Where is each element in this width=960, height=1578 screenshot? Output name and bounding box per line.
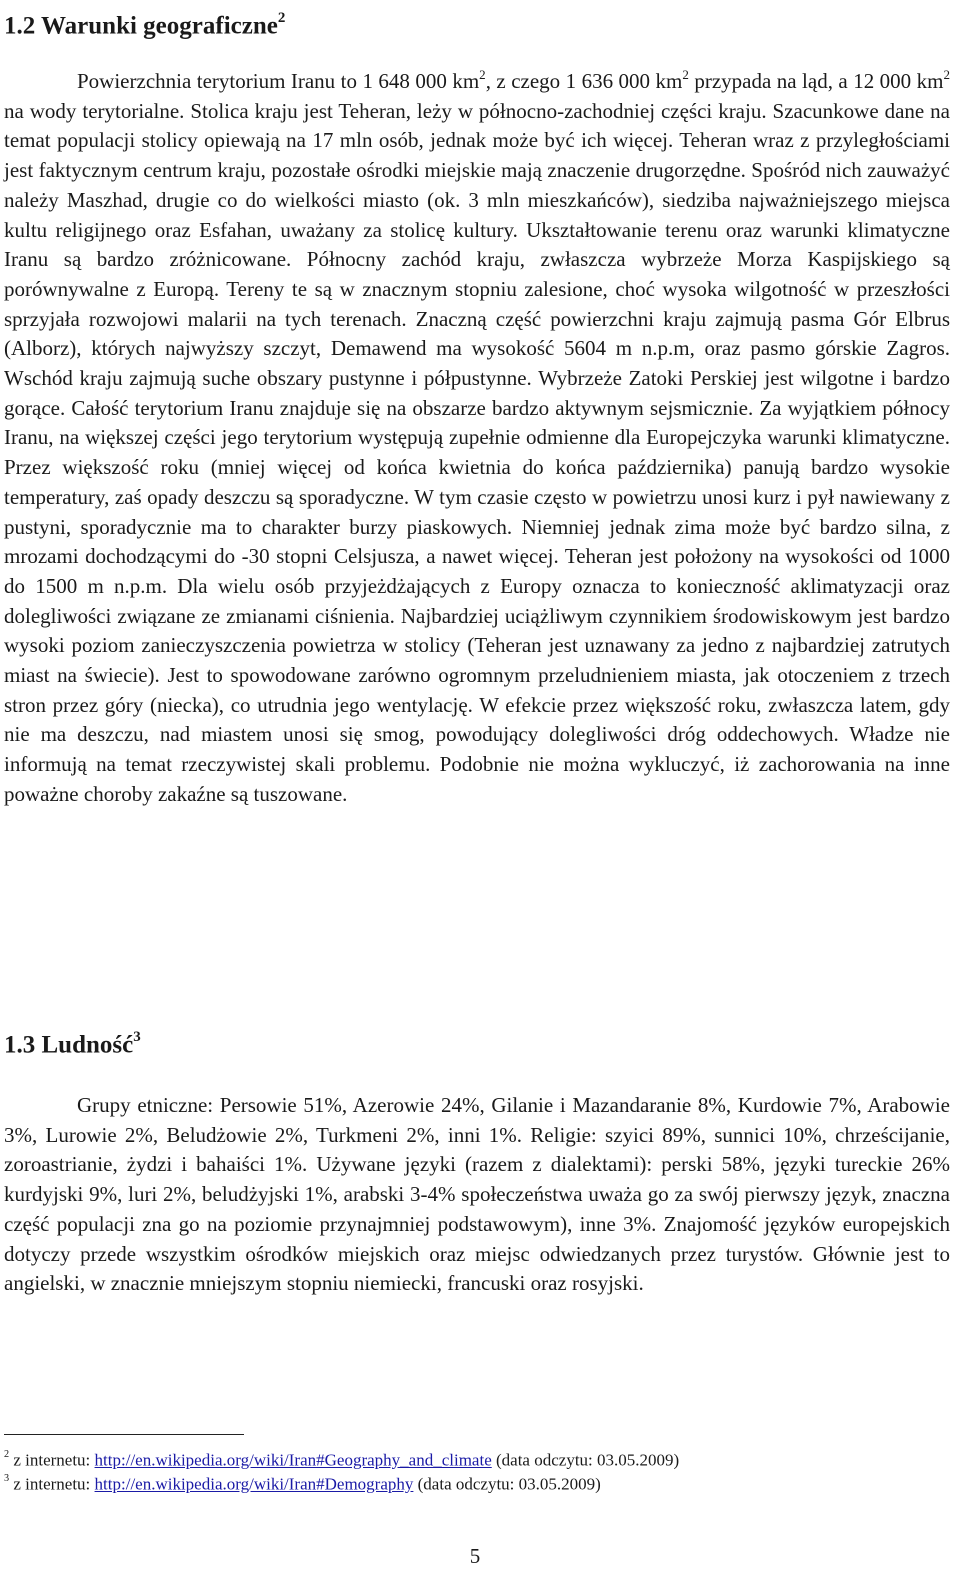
page-number: 5 — [469, 1544, 481, 1568]
footnote-3 — [4, 1470, 601, 1496]
population-paragraph: Grupy etniczne: Persowie 51%, Azerowie 24%, Gilanie i Mazandaranie 8%, Kurdowie 7%, Arabowie 3%, Lurowie 2%, Beludżowie 2%, Turkmeni 2%, inni 1%. Religie: szyici 89%, sunnici 10%, chrześcijanie, zoroastrianie, żydzi i bahaiści 1%. Używane języki (razem z dialektami): perski 58%, języki tureckie 26% kurdyjski 9%, luri 2%, beludżyjski 1%, arabski 3-4% społeczeństwa uważa go za swój pierwszy język, znaczna część populacji zna go na poziomie przynajmniej podstawowym), inne 3%. Znajomość języków europejskich dotyczy przede wszystkim ośrodków miejskich oraz miejsc odwiedzanych przez turystów. Głównie jest to angielski, w znacznie mniejszym stopniu niemiecki, francuski oraz rosyjski. — [4, 1093, 950, 1296]
footnote-prefix: z internetu: — [13, 1450, 95, 1470]
geography-text-part-2: , z czego 1 636 000 km — [485, 69, 683, 93]
km2-superscript: 2 — [682, 67, 689, 83]
geography-text-part-3: przypada na ląd, a 12 000 km — [688, 69, 944, 93]
section-heading-geography — [4, 5, 285, 41]
geography-text-part-4: na wody terytorialne. Stolica kraju jest Teheran, leży w północno-zachodniej części kraju. Szacunkowe dane na temat populacji stolicy opiewają na 17 mln osób, jednak może być ich więcej. Teheran wraz z przyległościami jest faktycznym centrum kraju, pozostałe ośrodki miejskie mają znaczenie drugorzędne. Spośród nich zauważyć należy Maszhad, drugie co do wielkości miasto (ok. 3 mln mieszkańców), siedziba najważniejszego miejsca kultu religijnego oraz Esfahan, uważany za stolicę kultury. Ukształtowanie terenu oraz warunki klimatyczne Iranu są bardzo zróżnicowane. Północny zachód kraju, zwłaszcza wybrzeże Morza Kaspijskiego są porównywalne z Europą. Tereny te są w znacznym stopniu zalesione, choć wysoka wilgotność w przeszłości sprzyjała rozwojowi malarii na tych terenach. Znaczną część powierzchni kraju zajmują pasma Gór Elbrus (Alborz), których najwyższy szczyt, Demawend ma wysokość 5604 m n.p.m, oraz pasmo górskie Zagros. Wschód kraju zajmują suche obszary pustynne i półpustynne. Wybrzeże Zatoki Perskiej jest wilgotne i bardzo gorące. Całość terytorium Iranu znajduje się na obszarze bardzo aktywnym sejsmicznie. Za wyjątkiem północy Iranu, na większej części jego terytorium występują zupełnie odmienne dla Europejczyka warunki klimatyczne. Przez większość roku (mniej więcej od końca kwietnia do końca października) panują bardzo wysokie temperatury, zaś opady deszczu są sporadyczne. W tym czasie często w powietrzu unosi kurz i pył nawiewany z pustyni, sporadycznie ma to charakter burzy piaskowych. Niemniej jednak zima może być bardzo silna, z mrozami dochodzącymi do -30 stopni Celsjusza, a nawet więcej. Teheran jest położony na wysokości od 1000 do 1500 m n.p.m. Dla wielu osób przyjeżdżających z Europy oznacza to konieczność aklimatyzacji oraz dolegliwości związane ze zmianami ciśnienia. Najbardziej uciążliwym czynnikiem środowiskowym jest bardzo wysoki poziom zanieczyszczenia powietrza w stolicy (Teheran jest uznawany za jedno z najbardziej zatrutych miast na świecie). Jest to spowodowane zarówno ogromnym przeludnieniem miasta, jak otoczeniem z trzech stron przez góry (niecka), co utrudnia jego wentylację. W efekcie przez większość roku, zwłaszcza latem, gdy nie ma deszczu, nad miastem unosi się smog, powodujący dolegliwości dróg oddechowych. Władze nie informują na temat rzeczywistej skali problemu. Podobnie nie można wykluczyć, iż zachorowania na inne poważne choroby zakaźne są tuszowane. — [4, 98, 950, 806]
geography-text-part-1: Powierzchnia terytorium Iranu to 1 648 000 km — [77, 69, 480, 93]
footnote-date: (data odczytu: 03.05.2009) — [413, 1474, 601, 1494]
section-heading-geography-text: 1.2 Warunki geograficzne — [4, 12, 278, 40]
footnote-2 — [4, 1446, 679, 1472]
footnote-link-demography[interactable]: http://en.wikipedia.org/wiki/Iran#Demography — [94, 1474, 414, 1494]
footnote-ref-3[interactable]: 3 — [133, 1028, 141, 1045]
footnote-prefix: z internetu: — [13, 1474, 95, 1494]
footnote-link-geography[interactable]: http://en.wikipedia.org/wiki/Iran#Geography_and_climate — [94, 1450, 492, 1470]
footnote-separator — [4, 1434, 244, 1435]
section-heading-population — [4, 1024, 141, 1060]
footnote-ref-2[interactable]: 2 — [277, 9, 286, 26]
footnote-number: 2 — [4, 1449, 10, 1461]
footnote-number: 3 — [4, 1473, 10, 1485]
geography-paragraph — [4, 67, 950, 810]
section-heading-population-text: 1.3 Ludność — [4, 1031, 134, 1059]
footnote-date: (data odczytu: 03.05.2009) — [491, 1450, 680, 1470]
km2-superscript: 2 — [479, 67, 486, 83]
km2-superscript: 2 — [943, 67, 950, 83]
